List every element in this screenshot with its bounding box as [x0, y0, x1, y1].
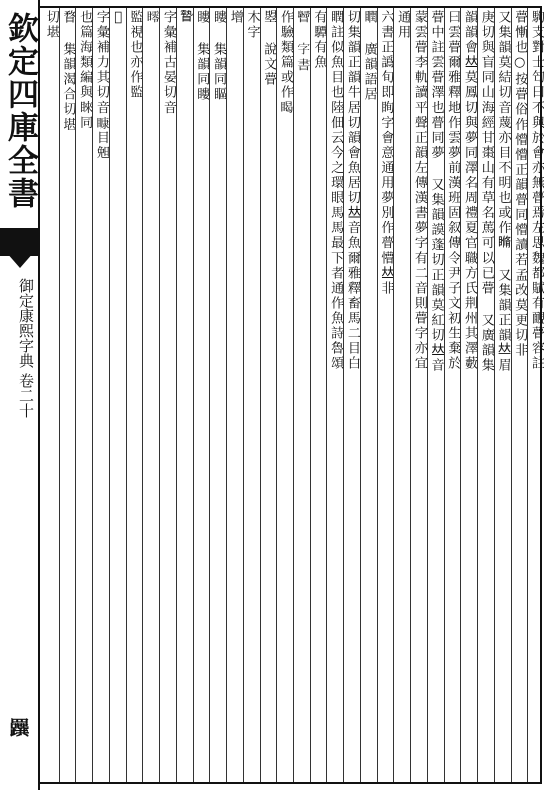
page-number: 𦍂	[7, 716, 31, 736]
column-rule	[109, 8, 110, 782]
column-rule	[59, 8, 60, 782]
column-rule	[326, 8, 327, 782]
text-column: 切集韻正韻牛居切韻會魚居切𠀤音魚爾雅釋畜馬二目白	[344, 10, 360, 372]
text-column: 字彙補力其切音𥉽目𣆶	[93, 10, 109, 161]
text-column: 通用	[395, 10, 411, 41]
text-column: 韻韻會𠀤莫鳳切與夢同澤名周禮夏官職方氏荆州其澤藪	[462, 10, 478, 372]
text-column: 瞜 集韻同瞜	[194, 10, 210, 103]
column-rule	[243, 8, 244, 782]
column-rule	[176, 8, 177, 782]
column-rule	[511, 8, 512, 782]
column-rule	[126, 8, 127, 782]
text-column: 又集韻莫結切音蔑亦目不明也或作𥉈 又集韻正韻𠀤眉	[495, 10, 511, 374]
text-column: 增	[227, 10, 243, 26]
column-rule	[209, 8, 210, 782]
column-rule	[427, 8, 428, 782]
text-column: 有驔有魚	[311, 10, 327, 71]
text-column: 𥍁 字書	[294, 10, 310, 73]
text-column: 𥋞	[144, 10, 160, 26]
book-title: 欽定四庫全書	[2, 12, 38, 210]
column-rule	[159, 8, 160, 782]
column-rule	[460, 8, 461, 782]
column-rule	[393, 8, 394, 782]
text-column: 瞤註似魚目也陸佃云今之環眼馬馬最下者通作魚詩魯頌	[328, 10, 344, 372]
column-rule	[92, 8, 93, 782]
text-column: 切堪	[43, 10, 59, 41]
text-column: 曰雲瞢爾雅釋地作雲夢前漢班固叙傳令尹子文初生棄於	[445, 10, 461, 372]
page-margin	[0, 0, 40, 790]
fishtail-notch	[6, 252, 34, 268]
column-rule	[142, 8, 143, 782]
text-column: 木字	[244, 10, 260, 41]
text-column: 瞢慚也○按瞢俗作懵懵正韻瞢同懵讀若孟改莫更切非	[512, 10, 528, 359]
column-rule	[193, 8, 194, 782]
column-rule	[477, 8, 478, 782]
text-column: 庚切與盲同山海經甘棗山有草名䔍可以已瞢 又廣韻集	[478, 10, 494, 374]
text-column: 𥊝	[110, 10, 126, 27]
column-rule	[377, 8, 378, 782]
text-column: 六書正譌旬即眴字會意通用夢別作瞢懵𠀤非	[378, 10, 394, 296]
text-column: 𥊍	[177, 10, 193, 26]
column-rule	[527, 8, 528, 782]
column-rule	[444, 8, 445, 782]
column-rule	[310, 8, 311, 782]
text-column: 作驗類篇或作𥈎	[277, 10, 293, 116]
text-column: 字彙補古晏切音	[160, 10, 176, 116]
column-rule	[293, 8, 294, 782]
text-column: 瞢中註雲瞢澤也瞢同夢 又集韻謨蓬切正韻莫紅切𠀤音	[428, 10, 444, 374]
volume-label: 御定康熙字典 卷二十	[17, 278, 35, 418]
text-column: 瞀 集韻渴合切堪	[60, 10, 76, 133]
text-column: 瞜 集韻同瞘	[211, 10, 227, 103]
text-column: 蒙雲瞢李軌讀平聲正韻左傳漢書夢字有二音則瞢字亦宜	[411, 10, 427, 372]
column-rule	[276, 8, 277, 782]
column-rule	[226, 8, 227, 782]
text-column: 也篇海類編與睞同	[77, 10, 93, 131]
column-rule	[494, 8, 495, 782]
column-rule	[343, 8, 344, 782]
column-rule	[260, 8, 261, 782]
column-rule	[75, 8, 76, 782]
text-column: 監視也亦作監	[127, 10, 143, 101]
text-column: 曌 說文瞢	[261, 10, 277, 88]
text-column: 駒支對士匄曰不與於會亦無瞢焉左思魏都賦有靦瞢容註	[528, 10, 544, 372]
text-column: 瞤 廣韻語居	[361, 10, 377, 103]
column-rule	[360, 8, 361, 782]
column-rule	[410, 8, 411, 782]
